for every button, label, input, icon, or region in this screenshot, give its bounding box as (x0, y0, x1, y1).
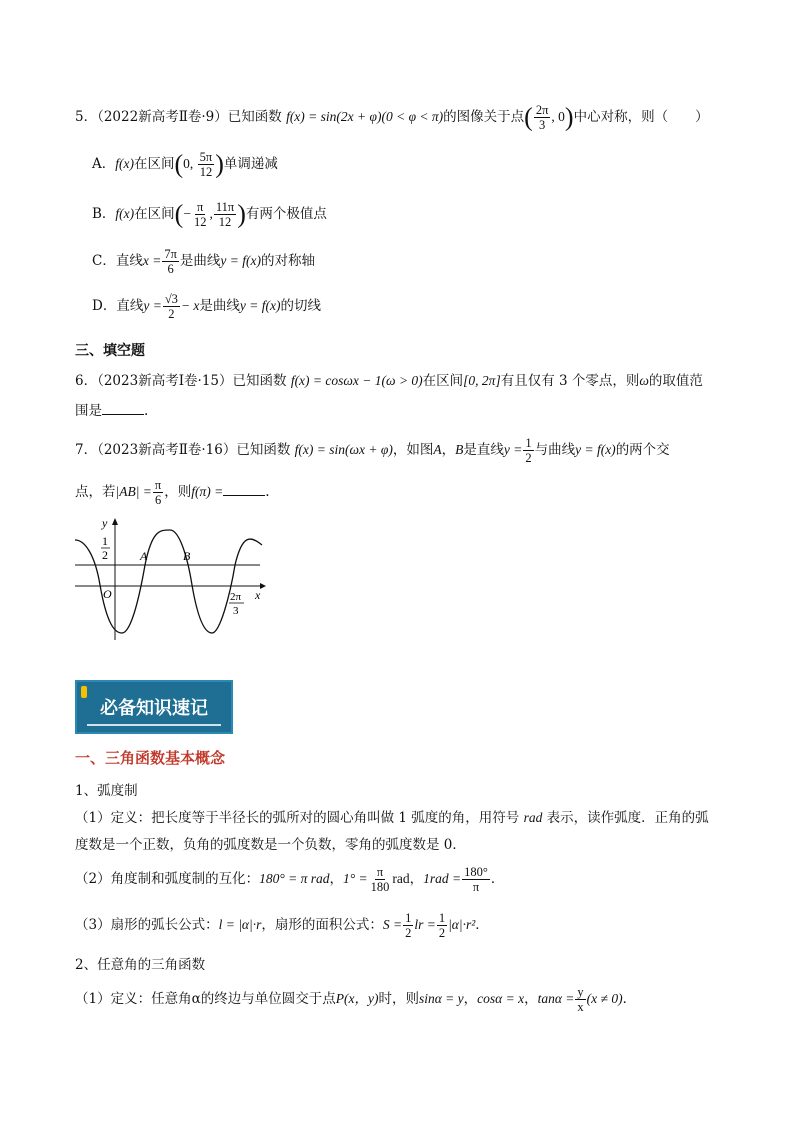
para-radian-def-2: 度数是一个正数，负角的弧度数是一个负数，零角的弧度数是 0． (75, 837, 466, 853)
q7-line2: 点，若|AB| = $\frac{\pi}{6}$ ，则f(π) = . (75, 478, 270, 507)
graph-y-label: y (102, 516, 108, 530)
subheading-trig-functions: 2、任意角的三角函数 (75, 957, 206, 973)
q7-answer-blank[interactable] (223, 483, 265, 496)
para-trig-def: （1）定义：任意角α的终边与单位圆交于点P(x，y)时，则sinα = y，cosα = x，tanα = $\frac{y}{x}$ (x ≠ 0)． (75, 985, 637, 1014)
para-radian-def-1: （1）定义：把长度等于半径长的弧所对的圆心角叫做 1 弧度的角，用符号 rad 表示，读作弧度．正角的弧 (75, 810, 709, 826)
graph-origin-label: O (103, 587, 112, 601)
graph-half-num: 1 (102, 534, 108, 548)
q5-option-c[interactable]: C．直线x = $\frac{7\pi}{6}$ 是曲线y = f(x)的对称轴 (92, 247, 315, 276)
graph-half-den: 2 (102, 548, 108, 562)
q6-line2: 围是 . (75, 403, 149, 419)
q5-option-b[interactable]: B．f(x)在区间(− $\frac{\pi}{12}$ , $\frac{11\pi}{12}$ )有两个极值点 (92, 199, 327, 229)
subheading-radian: 1、弧度制 (75, 783, 138, 799)
para-sector: （3）扇形的弧长公式：l = |α|·r，扇形的面积公式：S = $\frac{1}{2}$ lr = $\frac{1}{2}$ |α|·r²． (75, 911, 489, 940)
q6-line1: 6．（2023新高考Ⅰ卷·15）已知函数 f(x) = cosωx − 1(ω > 0)在区间[0, 2π]有且仅有 3 个零点，则ω的取值范 (75, 373, 703, 389)
graph-x-label: x (255, 588, 261, 602)
q5-option-a[interactable]: A．f(x)在区间(0, $\frac{5\pi}{12}$ )单调递减 (92, 149, 278, 179)
banner-title: 必备知识速记 (100, 698, 208, 719)
knowledge-banner (75, 680, 233, 734)
graph-point-b: B (183, 549, 191, 563)
para-conversion: （2）角度制和弧度制的互化：180° = π rad，1° = $\frac{\pi}{180}$ rad，1rad = $\frac{180^\circ}{\pi}$ ． (75, 865, 505, 894)
q6-answer-blank[interactable] (102, 402, 144, 415)
graph-tick-num: 2π (230, 591, 242, 603)
q5-option-d[interactable]: D．直线y = $\frac{√3}{2}$ − x是曲线y = f(x)的切线 (92, 292, 322, 321)
y-axis-arrow-icon (112, 518, 118, 525)
q7-line1: 7．（2023新高考Ⅱ卷·16）已知函数 f(x) = sin(ωx + φ)，如图A，B是直线y = $\frac{1}{2}$ 与曲线y = f(x)的两个交 (75, 436, 670, 465)
sine-graph (70, 515, 270, 645)
x-axis-arrow-icon (260, 583, 266, 589)
section-title-fill-blank: 三、填空题 (75, 343, 145, 359)
q5-stem: 5．（2022新高考Ⅱ卷·9）已知函数 f(x) = sin(2x + φ)(0 < φ < π)的图像关于点( $\frac{2\pi}{3}$ , 0)中心对称，则（ ） (75, 102, 709, 132)
graph-point-a: A (140, 549, 148, 563)
graph-tick-den: 3 (233, 605, 239, 617)
heading-trig-basics: 一、三角函数基本概念 (75, 749, 226, 767)
